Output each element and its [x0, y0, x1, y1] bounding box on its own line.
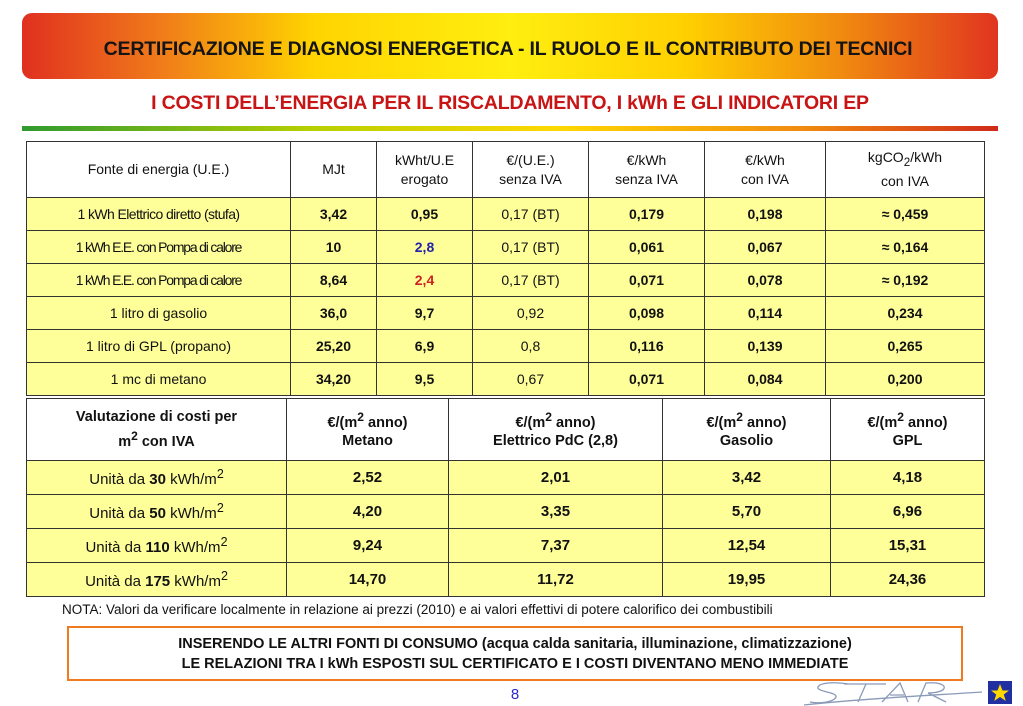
cell-gasolio: 3,42 [663, 461, 831, 495]
cell-co2: 0,200 [826, 363, 985, 396]
header-gpl: $€/(m^2$ anno) GPL [831, 399, 985, 461]
cell-fonte: 1 kWh E.E. con Pompa di calore [27, 264, 291, 297]
cell-mjt: 34,20 [291, 363, 377, 396]
cell-kwht: 0,95 [377, 198, 473, 231]
header-euro-kwh-iva: €/kWh con IVA [705, 142, 826, 198]
cell-fonte: 1 kWh E.E. con Pompa di calore [27, 231, 291, 264]
cell-unita: Unità da 50 kWh/$m^2$ [27, 495, 287, 529]
cell-metano: 14,70 [287, 563, 449, 597]
cell-gpl: 6,96 [831, 495, 985, 529]
cell-mjt: 3,42 [291, 198, 377, 231]
cell-kwht: 9,7 [377, 297, 473, 330]
cell-fonte: 1 kWh Elettrico diretto (stufa) [27, 198, 291, 231]
cell-metano: 9,24 [287, 529, 449, 563]
cell-gpl: 15,31 [831, 529, 985, 563]
cell-ue: 0,92 [473, 297, 589, 330]
cell-kwh-no-iva: 0,061 [589, 231, 705, 264]
cell-kwh-iva: 0,078 [705, 264, 826, 297]
header-fonte: Fonte di energia (U.E.) [27, 142, 291, 198]
cell-co2: ≈ 0,459 [826, 198, 985, 231]
cell-gpl: 4,18 [831, 461, 985, 495]
cell-pdc: 3,35 [449, 495, 663, 529]
cell-kwh-no-iva: 0,071 [589, 363, 705, 396]
cell-mjt: 8,64 [291, 264, 377, 297]
table-row [27, 297, 985, 330]
table-row [27, 461, 985, 495]
header-valutazione: Valutazione di costi per $m^2$ con IVA [27, 399, 287, 461]
cell-kwh-iva: 0,067 [705, 231, 826, 264]
cell-ue: 0,8 [473, 330, 589, 363]
header-pdc: $€/(m^2$ anno) Elettrico PdC (2,8) [449, 399, 663, 461]
cell-kwht: 6,9 [377, 330, 473, 363]
cell-ue: 0,67 [473, 363, 589, 396]
cell-mjt: 25,20 [291, 330, 377, 363]
cell-co2: ≈ 0,192 [826, 264, 985, 297]
cell-kwh-iva: 0,139 [705, 330, 826, 363]
table-row [27, 231, 985, 264]
highlight-line-1: INSERENDO LE ALTRI FONTI DI CONSUMO (acqua calda sanitaria, illuminazione, climatizzazione) [178, 636, 852, 652]
table-row [27, 264, 985, 297]
cell-fonte: 1 litro di gasolio [27, 297, 291, 330]
gradient-divider [22, 126, 998, 131]
cell-ue: 0,17 (BT) [473, 231, 589, 264]
table-row [27, 495, 985, 529]
header-co2: kgCO$_2$/kWh con IVA [826, 142, 985, 198]
header-kwht: kWht/U.E erogato [377, 142, 473, 198]
cell-gasolio: 12,54 [663, 529, 831, 563]
cell-co2: 0,265 [826, 330, 985, 363]
cell-kwh-no-iva: 0,179 [589, 198, 705, 231]
cell-ue: 0,17 (BT) [473, 198, 589, 231]
table-header-row [27, 142, 985, 198]
cell-co2: 0,234 [826, 297, 985, 330]
cost-evaluation-table [26, 398, 985, 597]
cell-metano: 2,52 [287, 461, 449, 495]
cell-mjt: 36,0 [291, 297, 377, 330]
table-row [27, 363, 985, 396]
cell-kwht: 9,5 [377, 363, 473, 396]
table-row [27, 330, 985, 363]
cell-unita: Unità da 175 kWh/$m^2$ [27, 563, 287, 597]
cell-kwht: 2,4 [377, 264, 473, 297]
page-subtitle: I COSTI DELL’ENERGIA PER IL RISCALDAMENTO, I kWh E GLI INDICATORI EP [151, 92, 869, 114]
cell-kwh-no-iva: 0,098 [589, 297, 705, 330]
cell-gpl: 24,36 [831, 563, 985, 597]
cell-mjt: 10 [291, 231, 377, 264]
cell-fonte: 1 mc di metano [27, 363, 291, 396]
note-text: NOTA: Valori da verificare localmente in relazione ai prezzi (2010) e ai valori effettivi di potere calorifico dei combustibili [62, 602, 773, 617]
table-header-row [27, 399, 985, 461]
header-gasolio: $€/(m^2$ anno) Gasolio [663, 399, 831, 461]
energy-sources-table [26, 141, 985, 396]
table-row [27, 198, 985, 231]
cell-unita: Unità da 110 kWh/$m^2$ [27, 529, 287, 563]
page-number: 8 [510, 686, 520, 703]
highlight-line-2: LE RELAZIONI TRA I kWh ESPOSTI SUL CERTIFICATO E I COSTI DIVENTANO MENO IMMEDIATE [181, 656, 849, 672]
cell-kwh-no-iva: 0,071 [589, 264, 705, 297]
cell-kwh-iva: 0,084 [705, 363, 826, 396]
cell-co2: ≈ 0,164 [826, 231, 985, 264]
header-euro-kwh-no-iva: €/kWh senza IVA [589, 142, 705, 198]
cell-pdc: 7,37 [449, 529, 663, 563]
header-mjt: MJt [291, 142, 377, 198]
cell-ue: 0,17 (BT) [473, 264, 589, 297]
header-metano: $€/(m^2$ anno) Metano [287, 399, 449, 461]
cell-kwht: 2,8 [377, 231, 473, 264]
cell-gasolio: 19,95 [663, 563, 831, 597]
cell-unita: Unità da 30 kWh/$m^2$ [27, 461, 287, 495]
cell-kwh-iva: 0,114 [705, 297, 826, 330]
cell-fonte: 1 litro di GPL (propano) [27, 330, 291, 363]
cell-pdc: 11,72 [449, 563, 663, 597]
cell-gasolio: 5,70 [663, 495, 831, 529]
cell-metano: 4,20 [287, 495, 449, 529]
header-euro-ue: €/(U.E.) senza IVA [473, 142, 589, 198]
table-row [27, 529, 985, 563]
cell-pdc: 2,01 [449, 461, 663, 495]
cell-kwh-no-iva: 0,116 [589, 330, 705, 363]
star-logo-icon [800, 678, 1020, 706]
table-row [27, 563, 985, 597]
cell-kwh-iva: 0,198 [705, 198, 826, 231]
banner-title: CERTIFICAZIONE E DIAGNOSI ENERGETICA - IL RUOLO E IL CONTRIBUTO DEI TECNICI [103, 38, 913, 60]
highlight-box [67, 626, 963, 681]
